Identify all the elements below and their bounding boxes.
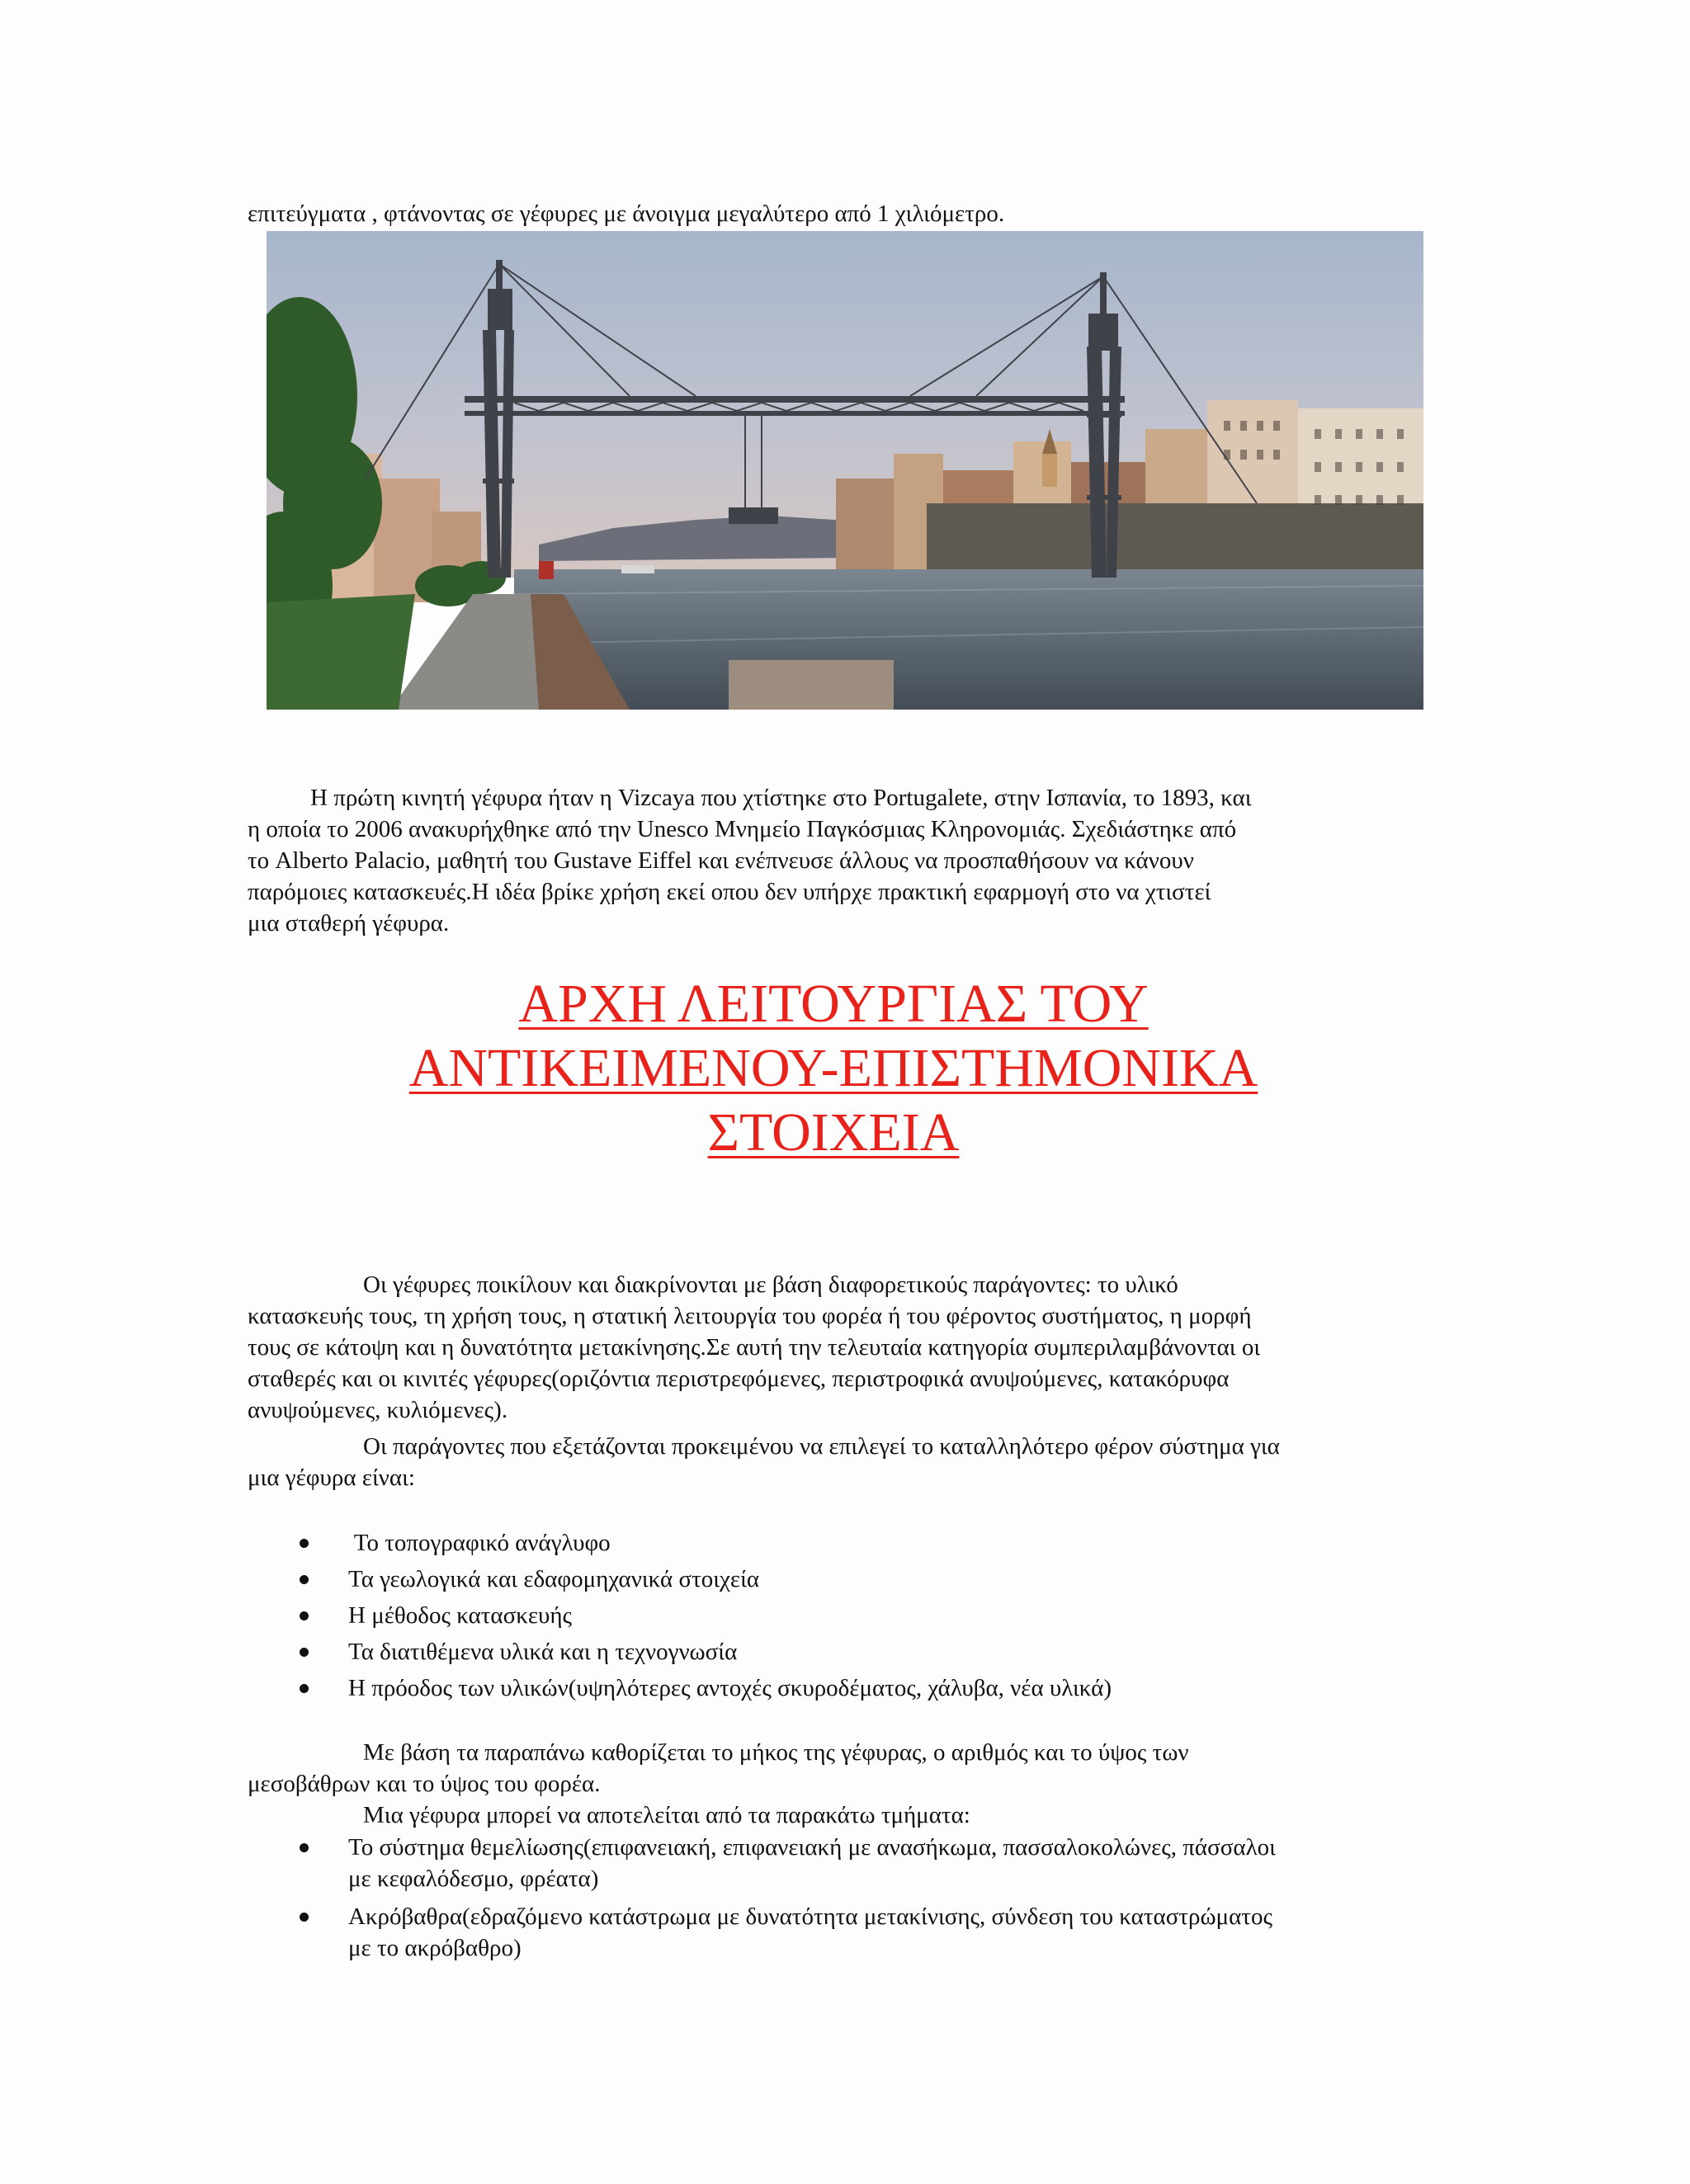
text-line: μια γέφυρα είναι: [248,1465,415,1491]
list-item [248,1832,1419,1894]
text-line: ανυψούμενες, κυλιόμενες). [248,1397,508,1423]
list-item-text: Η πρόοδος των υλικών(υψηλότερες αντοχές σκυροδέματος, χάλυβα, νέα υλικά) [348,1675,1112,1701]
components-list [248,1832,1419,1970]
text-line: παρόμοιες κατασκευές.Η ιδέα βρίκε χρήση εκεί οπου δεν υπήρχε πρακτική εφαρμογή στο να χτιστεί [248,879,1211,905]
heading-line: ΑΝΤΙΚΕΙΜΕΝΟΥ-ΕΠΙΣΤΗΜΟΝΙΚΑ [408,1038,1258,1098]
text-line: σταθερές και οι κινιτές γέφυρες(οριζόντια περιστρεφόμενες, περιστροφικά ανυψούμενες, κατακόρυφα [248,1366,1230,1392]
list-item [248,1670,1419,1706]
text-line: Με βάση τα παραπάνω καθορίζεται το μήκος της γέφυρας, ο αριθμός και το ύψος των [363,1739,1189,1766]
list-item [248,1901,1419,1964]
text-line: Η πρώτη κινητή γέφυρα ήταν η Vizcaya που χτίστηκε στο Portugalete, στην Ισπανία, το 1893, και [310,785,1252,811]
factors-paragraph [248,1431,1419,1493]
list-item-text: με το ακρόβαθρο) [348,1935,522,1961]
list-item-text: με κεφαλόδεσμο, φρέατα) [348,1866,599,1892]
bullet-icon [300,1539,309,1548]
heading-line: ΣΤΟΙΧΕΙΑ [707,1102,960,1163]
list-item-text: Ακρόβαθρα(εδραζόμενο κατάστρωμα με δυνατότητα μετακίνισης, σύνδεση του καταστρώματος [348,1903,1272,1930]
heading-line: ΑΡΧΗ ΛΕΙΤΟΥΡΓΙΑΣ ΤΟΥ [518,974,1149,1034]
factors-list [248,1525,1419,1706]
list-item-text: Τα διατιθέμενα υλικά και η τεχνογνωσία [348,1639,738,1665]
bullet-icon [300,1684,309,1693]
list-item-text: Το τοπογραφικό ανάγλυφο [348,1530,611,1556]
bullet-icon [300,1611,309,1620]
text-line: κατασκευής τους, τη χρήση τους, η στατική λειτουργία του φορέα ή του φέροντος συστήματος, η μορφή [248,1303,1252,1329]
bridge-types-paragraph [248,1269,1419,1426]
list-item-text: Τα γεωλογικά και εδαφομηχανικά στοιχεία [348,1566,760,1592]
text-line: η οποία το 2006 ανακυρήχθηκε από την Unesco Μνημείο Παγκόσμιας Κληρονομιάς. Σχεδιάστηκε από [248,816,1237,842]
pier [729,660,894,710]
boat [539,561,554,579]
text-line: Οι γέφυρες ποικίλουν και διακρίνονται με βάση διαφορετικούς παράγοντες: το υλικό [363,1271,1178,1298]
text-line: μεσοβάθρων και το ύψος του φορέα. [248,1771,601,1797]
bullet-icon [300,1575,309,1584]
bullet-icon [300,1913,309,1922]
list-item [248,1561,1419,1597]
text-line: Μια γέφυρα μπορεί να αποτελείται από τα παρακάτω τμήματα: [363,1802,970,1828]
text-line: μια σταθερή γέφυρα. [248,910,450,936]
text-line: το Alberto Palacio, μαθητή του Gustave Eiffel και ενέπνευσε άλλους να προσπαθήσουν να κάνουν [248,847,1194,874]
list-item [248,1525,1419,1561]
dimensions-paragraph [248,1737,1419,1831]
text-line: Οι παράγοντες που εξετάζονται προκειμένου να επιλεγεί το καταλληλότερο φέρον σύστημα για [363,1433,1280,1460]
bullet-icon [300,1843,309,1852]
text-line: τους σε κάτοψη και η δυνατότητα μετακίνησης.Σε αυτή την τελευταία κατηγορία συμπεριλαμβάνονται οι [248,1334,1261,1361]
list-item [248,1634,1419,1670]
text-line: επιτεύγματα , φτάνοντας σε γέφυρες με άνοιγμα μεγαλύτερο από 1 χιλιόμετρο. [248,200,1005,227]
gondola [729,507,778,524]
intro-paragraph [248,782,1419,939]
bullet-icon [300,1648,309,1657]
list-item-text: Το σύστημα θεμελίωσης(επιφανειακή, επιφανειακή με ανασήκωμα, πασσαλοκολώνες, πάσσαλοι [348,1834,1276,1861]
list-item [248,1597,1419,1634]
continuation-line [248,198,1419,229]
list-item-text: Η μέθοδος κατασκευής [348,1602,573,1629]
section-heading [248,972,1419,1165]
bridge-photo [267,231,1423,710]
